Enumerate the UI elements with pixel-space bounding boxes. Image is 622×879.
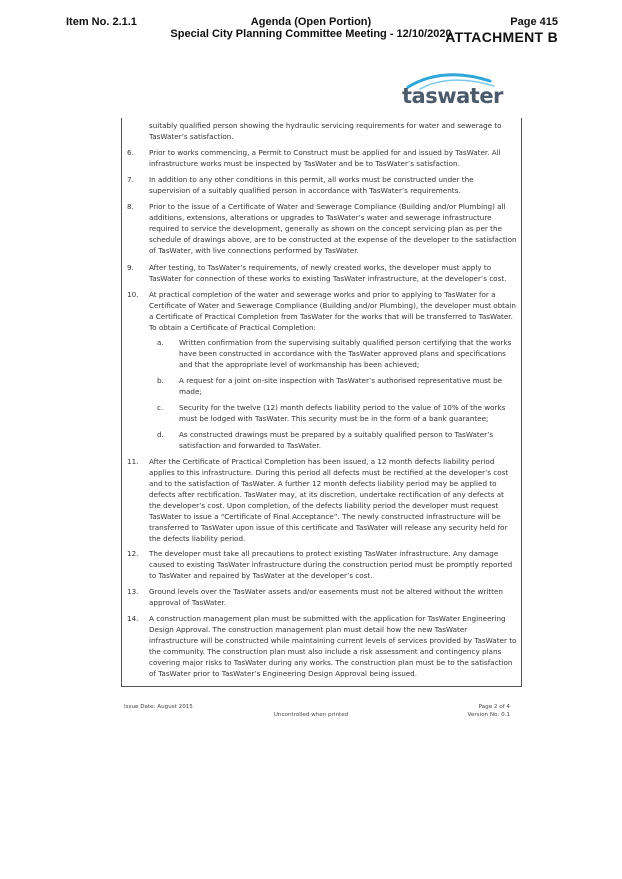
conditions-box	[121, 118, 522, 687]
condition-number: 14.	[127, 614, 139, 623]
condition-text: After testing, to TasWater’s requirements, of newly created works, the developer must apply to TasWater for connection of these works to existing TasWater infrastructure, at the developer’s cost.	[149, 263, 507, 283]
condition-text: At practical completion of the water and sewerage works and prior to applying to TasWater for a Certificate of Water and Sewerage Compliance (Building and/or Plumbing), the developer must obtain a Certificate of Practical Completion from TasWater for the works that will be transferred to TasWater. To obtain a Certificate of Practical Completion:	[149, 290, 516, 332]
condition-text: Prior to works commencing, a Permit to Construct must be applied for and issued by TasWater. All infrastructure works must be inspected by TasWater and be to TasWater’s satisfaction.	[149, 148, 501, 168]
condition-number: 9.	[127, 263, 134, 272]
sub-item-letter: d.	[157, 430, 164, 439]
condition-number: 11.	[127, 457, 139, 466]
condition-number: 7.	[127, 175, 134, 184]
condition-text: Prior to the issue of a Certificate of Water and Sewerage Compliance (Building and/or Plumbing) all additions, extensions, alterations or upgrades to TasWater’s water and sewerage infrastructure required to service the development, generally as shown on the concept servicing plan as per the schedule of drawings above, are to be constructed at the expense of the developer to the satisfaction of TasWater, with live connections performed by TasWater.	[149, 202, 517, 255]
meeting-title: Special City Planning Committee Meeting - 12/10/2020	[170, 28, 452, 40]
condition-number: 10.	[127, 290, 139, 299]
condition-number: 12.	[127, 549, 139, 558]
continuation-text: suitably qualified person showing the hydraulic servicing requirements for water and sewerage to TasWater’s satisfaction.	[149, 121, 502, 141]
attachment-label: ATTACHMENT B	[445, 29, 558, 45]
sub-item-text: Security for the twelve (12) month defects liability period to the value of 10% of the works must be lodged with TasWater. This security must be in the form of a bank guarantee;	[179, 403, 506, 423]
footer-page-of: Page 2 of 4	[478, 704, 510, 710]
condition-text: Ground levels over the TasWater assets and/or easements must not be altered without the written approval of TasWater.	[149, 587, 503, 607]
sub-item-text: Written confirmation from the supervising suitably qualified person certifying that the works have been constructed in accordance with the TasWater approved plans and specifications and that the appropriate level of workmanship has been achieved;	[179, 338, 512, 369]
condition-number: 13.	[127, 587, 139, 596]
condition-text: A construction management plan must be submitted with the application for TasWater Engineering Design Approval. The construction management plan must detail how the new TasWater infrastructure will be constructed while maintaining current levels of services provided by TasWater to the community. The construction plan must also include a risk assessment and contingency plans covering major risks to TasWater during any works. The construction plan must be to the satisfaction of TasWater prior to TasWater’s Engineering Design Approval being issued.	[149, 614, 517, 678]
sub-item-text: A request for a joint on-site inspection with TasWater’s authorised representative must be made;	[179, 376, 503, 396]
condition-text: In addition to any other conditions in this permit, all works must be constructed under the supervision of a suitably qualified person in accordance with TasWater’s requirements.	[149, 175, 474, 195]
sub-item-letter: b.	[157, 376, 164, 385]
condition-text: After the Certificate of Practical Completion has been issued, a 12 month defects liability period applies to this infrastructure. During this period all defects must be rectified at the developer’s cost and to the satisfaction of TasWater. A further 12 month defects liability period may be applied to defects after rectification. TasWater may, at its discretion, undertake rectification of any defects at the developer’s cost. Upon completion, of the defects liability period the developer must request TasWater to issue a “Certificate of Final Acceptance”. The newly constructed infrastructure will be transferred to TasWater upon issue of this certificate and TasWater will release any security held for the defects liability period.	[149, 457, 509, 543]
condition-number: 6.	[127, 148, 134, 157]
sub-item-text: As constructed drawings must be prepared by a suitably qualified person to TasWater’s satisfaction and forwarded to TasWater.	[179, 430, 494, 450]
page-number: Page 415	[510, 16, 558, 28]
version-number: Version No: 0.1	[467, 712, 510, 718]
sub-item-letter: a.	[157, 338, 164, 347]
sub-item-letter: c.	[157, 403, 164, 412]
condition-number: 8.	[127, 202, 134, 211]
issue-date: Issue Date: August 2015	[124, 704, 193, 710]
logo-text: taswater	[402, 84, 503, 108]
taswater-logo	[398, 70, 508, 112]
condition-text: The developer must take all precautions to protect existing TasWater infrastructure. Any damage caused to existing TasWater infrastructure during the construction period must be promptly reported to TasWater and repaired by TasWater at the developer’s cost.	[149, 549, 513, 580]
agenda-title: Agenda (Open Portion)	[250, 16, 372, 28]
uncontrolled-note: Uncontrolled when printed	[273, 712, 349, 718]
item-number: Item No. 2.1.1	[66, 16, 137, 28]
